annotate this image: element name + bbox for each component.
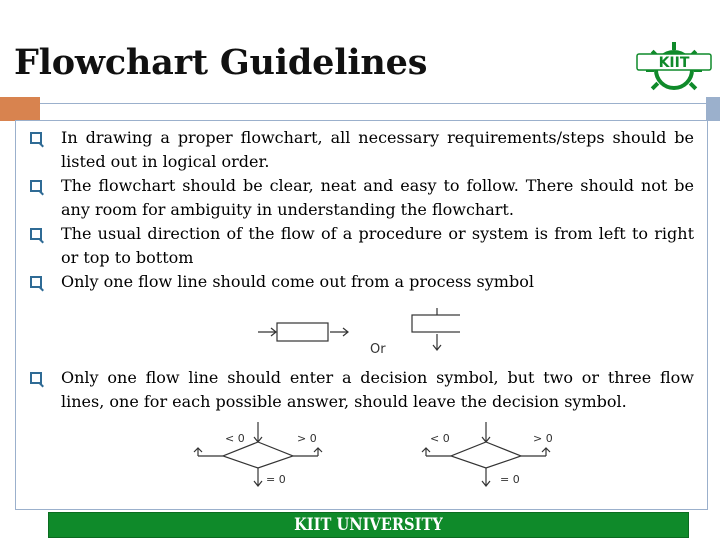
slide-title: Flowchart Guidelines bbox=[14, 42, 428, 83]
checkbox-bullet-icon bbox=[30, 180, 42, 192]
bullet-text: The usual direction of the flow of a procedure or system is from left to right or top to bottom bbox=[61, 224, 694, 267]
checkbox-bullet-icon bbox=[30, 276, 42, 288]
bullet-item bbox=[18, 174, 694, 222]
less-than-label: < 0 bbox=[430, 432, 450, 445]
equals-label: = 0 bbox=[500, 473, 520, 486]
bullet-text: The flowchart should be clear, neat and easy to follow. There should not be any room for ambiguity in understanding the flowchart. bbox=[61, 176, 694, 219]
footer-banner bbox=[48, 512, 689, 538]
equals-label: = 0 bbox=[266, 473, 286, 486]
bullet-item bbox=[18, 366, 694, 414]
process-symbol-diagram bbox=[250, 308, 460, 358]
bullet-list bbox=[18, 126, 694, 294]
greater-than-label: > 0 bbox=[533, 432, 553, 445]
bullet-item bbox=[18, 126, 694, 174]
bullet-list-decision bbox=[18, 366, 694, 414]
header-rule bbox=[0, 103, 720, 104]
accent-block-left bbox=[0, 97, 40, 121]
bullet-text: Only one flow line should enter a decision symbol, but two or three flow lines, one for each possible answer, should leave the decision symbol. bbox=[61, 368, 694, 411]
svg-text:KIIT: KIIT bbox=[658, 55, 690, 71]
footer-text: KIIT UNIVERSITY bbox=[294, 515, 443, 535]
bullet-item bbox=[18, 222, 694, 270]
bullet-item bbox=[18, 270, 694, 294]
checkbox-bullet-icon bbox=[30, 372, 42, 384]
bullet-text: In drawing a proper flowchart, all necessary requirements/steps should be listed out in logical order. bbox=[61, 128, 694, 171]
bullet-text: Only one flow line should come out from a process symbol bbox=[61, 272, 534, 291]
accent-block-right bbox=[706, 97, 720, 121]
checkbox-bullet-icon bbox=[30, 228, 42, 240]
kiit-logo bbox=[636, 40, 712, 92]
greater-than-label: > 0 bbox=[297, 432, 317, 445]
less-than-label: < 0 bbox=[225, 432, 245, 445]
or-label: Or bbox=[370, 342, 386, 357]
decision-symbol-diagram-right bbox=[418, 420, 578, 492]
checkbox-bullet-icon bbox=[30, 132, 42, 144]
decision-symbol-diagram-left bbox=[190, 420, 350, 492]
